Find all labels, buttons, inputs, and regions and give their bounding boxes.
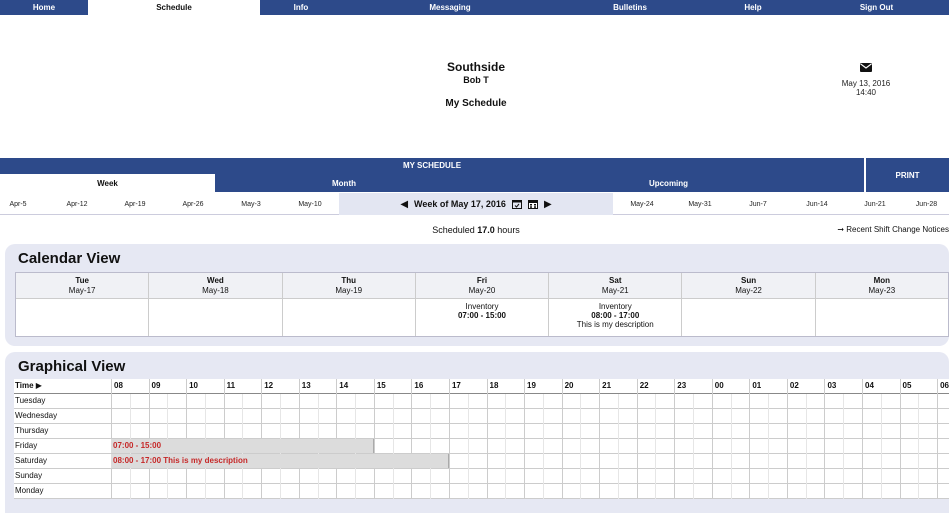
week-link[interactable]: May-3 [241, 200, 261, 208]
week-link[interactable]: Jun-28 [915, 200, 938, 208]
calendar-day [816, 273, 948, 336]
hour-label: 11 [226, 381, 236, 390]
header-info [376, 60, 576, 109]
hour-label: 16 [414, 381, 424, 390]
next-week-icon[interactable]: ▶ [543, 198, 552, 210]
row-label: Friday [15, 441, 38, 450]
week-link[interactable]: Apr-26 [182, 200, 204, 208]
page-title: My Schedule [445, 98, 507, 109]
calendar-day [16, 273, 149, 336]
hour-label: 19 [527, 381, 536, 390]
day-date: May-20 [468, 286, 496, 295]
half-hour-gridline [655, 394, 656, 499]
prev-week-icon[interactable]: ◀ [400, 198, 409, 210]
hour-gridline [749, 379, 750, 499]
calendar-day-header [149, 273, 281, 299]
week-link[interactable]: May-10 [298, 200, 322, 208]
half-hour-gridline [881, 394, 882, 499]
day-of-week: Fri [476, 276, 488, 285]
calendar-day-body [416, 299, 548, 336]
header-right [822, 63, 910, 97]
week-link[interactable]: Jun-7 [749, 200, 767, 208]
half-hour-gridline [693, 394, 694, 499]
calendar-day-body [549, 299, 681, 336]
calendar-icon[interactable] [528, 199, 538, 209]
half-hour-gridline [543, 394, 544, 499]
hour-label: 13 [301, 381, 311, 390]
hour-gridline [524, 379, 525, 499]
hour-label: 14 [339, 381, 349, 390]
hour-gridline [374, 379, 375, 499]
shift-bar[interactable]: 08:00 - 17:00 This is my description [111, 454, 449, 468]
store-name: Southside [446, 60, 505, 74]
time-header-row [14, 379, 949, 394]
row-label: Sunday [15, 471, 43, 480]
banner-title: MY SCHEDULE [402, 161, 462, 170]
print-button[interactable]: PRINT [866, 158, 949, 192]
calendar-day-header [816, 273, 948, 299]
calendar-day-body [682, 299, 814, 336]
recent-link-label: Recent Shift Change Notices [846, 225, 949, 234]
calendar-day-body [816, 299, 948, 336]
nav-sign-out[interactable]: Sign Out [804, 0, 949, 15]
hour-gridline [824, 379, 825, 499]
calendar-day-header [416, 273, 548, 299]
day-of-week: Thu [341, 276, 357, 285]
calendar-day [149, 273, 282, 336]
row-label: Saturday [15, 456, 48, 465]
hour-label: 15 [376, 381, 386, 390]
calendar-day-body [149, 299, 281, 336]
user-name: Bob T [463, 75, 489, 85]
calendar-grid [15, 272, 949, 337]
top-nav [0, 0, 949, 15]
current-date: May 13, 2016 [841, 79, 891, 88]
day-of-week: Sun [740, 276, 757, 285]
shift-name[interactable]: Inventory [598, 302, 632, 311]
shift-name[interactable]: Inventory [465, 302, 499, 311]
hour-label: 01 [752, 381, 762, 390]
hour-gridline [674, 379, 675, 499]
calendar-check-icon[interactable] [512, 199, 522, 209]
time-label: Time ▶ [15, 381, 42, 390]
graph-day-row [14, 424, 949, 439]
row-label: Monday [15, 486, 44, 495]
scheduled-prefix: Scheduled [432, 225, 475, 235]
week-link[interactable]: Apr-19 [124, 200, 146, 208]
half-hour-gridline [393, 394, 394, 499]
day-of-week: Mon [873, 276, 891, 285]
hour-label: 00 [714, 381, 724, 390]
day-date: May-23 [868, 286, 896, 295]
graphical-view-panel [5, 352, 949, 513]
hour-gridline [411, 379, 412, 499]
nav-messaging[interactable]: Messaging [342, 0, 558, 15]
calendar-day-header [549, 273, 681, 299]
day-date: May-17 [68, 286, 96, 295]
calendar-day-body [16, 299, 148, 336]
week-link[interactable]: May-31 [688, 200, 712, 208]
week-link[interactable]: May-24 [630, 200, 654, 208]
calendar-day [549, 273, 682, 336]
day-of-week: Tue [75, 276, 89, 285]
hour-gridline [787, 379, 788, 499]
hour-label: 04 [865, 381, 874, 390]
day-of-week: Sat [609, 276, 622, 285]
hour-label: 09 [151, 381, 161, 390]
calendar-day [283, 273, 416, 336]
half-hour-gridline [468, 394, 469, 499]
hour-label: 05 [902, 381, 912, 390]
recent-shift-change-link[interactable] [780, 225, 949, 234]
day-date: May-19 [335, 286, 363, 295]
arrow-right-icon: ➞ [837, 225, 845, 234]
nav-schedule[interactable]: Schedule [88, 0, 260, 15]
graph-day-row [14, 469, 949, 484]
half-hour-gridline [731, 394, 732, 499]
half-hour-gridline [806, 394, 807, 499]
half-hour-gridline [768, 394, 769, 499]
calendar-day-header [682, 273, 814, 299]
hour-label: 03 [827, 381, 837, 390]
row-label: Wednesday [15, 411, 58, 420]
calendar-day [682, 273, 815, 336]
shift-description: This is my description [576, 320, 654, 329]
calendar-day-header [283, 273, 415, 299]
week-strip [0, 193, 949, 215]
hour-gridline [562, 379, 563, 499]
hour-label: 21 [602, 381, 612, 390]
hour-gridline [712, 379, 713, 499]
half-hour-gridline [430, 394, 431, 499]
hour-label: 18 [489, 381, 499, 390]
day-date: May-22 [735, 286, 762, 295]
tab-week[interactable]: Week [0, 174, 215, 192]
envelope-icon[interactable] [860, 63, 872, 72]
day-of-week: Wed [207, 276, 224, 285]
hour-label: 17 [451, 381, 461, 390]
day-date: May-21 [601, 286, 629, 295]
hour-label: 02 [789, 381, 799, 390]
hour-gridline [637, 379, 638, 499]
hour-gridline [449, 379, 450, 499]
hour-gridline [599, 379, 600, 499]
scheduled-hours [376, 225, 576, 235]
nav-bulletins[interactable]: Bulletins [558, 0, 702, 15]
row-label: Thursday [15, 426, 49, 435]
graph-day-row [14, 409, 949, 424]
hour-label: 20 [564, 381, 574, 390]
graph-day-row [14, 394, 949, 409]
half-hour-gridline [918, 394, 919, 499]
nav-home[interactable]: Home [0, 0, 88, 15]
hour-label: 08 [114, 381, 123, 390]
hour-label: 22 [639, 381, 649, 390]
hour-gridline [900, 379, 901, 499]
tab-upcoming[interactable]: Upcoming [648, 178, 689, 188]
half-hour-gridline [580, 394, 581, 499]
nav-info[interactable]: Info [260, 0, 342, 15]
scheduled-hours-value: 17.0 [477, 225, 495, 235]
calendar-day [416, 273, 549, 336]
week-link[interactable]: Jun-14 [806, 200, 828, 208]
week-link[interactable]: Apr-5 [9, 200, 27, 208]
scheduled-suffix: hours [497, 225, 520, 235]
calendar-view-title: Calendar View [18, 250, 121, 267]
current-week [339, 193, 613, 215]
banner-main [0, 158, 864, 192]
current-time: 14:40 [855, 88, 877, 97]
calendar-day-body [283, 299, 415, 336]
hour-label: 10 [189, 381, 198, 390]
half-hour-gridline [843, 394, 844, 499]
graph-day-row [14, 484, 949, 499]
half-hour-gridline [505, 394, 506, 499]
day-date: May-18 [202, 286, 229, 295]
schedule-banner [0, 158, 949, 192]
calendar-view-panel [5, 244, 949, 346]
graphical-view-title: Graphical View [18, 358, 126, 375]
week-link[interactable]: Apr-12 [66, 200, 88, 208]
half-hour-gridline [618, 394, 619, 499]
hour-label: 12 [264, 381, 274, 390]
hour-gridline [937, 379, 938, 499]
hour-gridline [487, 379, 488, 499]
row-label: Tuesday [15, 396, 46, 405]
graphical-grid [14, 379, 949, 499]
shift-time[interactable]: 08:00 - 17:00 [591, 311, 640, 320]
shift-time[interactable]: 07:00 - 15:00 [457, 311, 506, 320]
nav-help[interactable]: Help [702, 0, 804, 15]
hour-label: 23 [677, 381, 687, 390]
calendar-day-header [16, 273, 148, 299]
shift-bar[interactable]: 07:00 - 15:00 [111, 439, 374, 453]
hour-label: 06 [940, 381, 949, 390]
hour-gridline [862, 379, 863, 499]
current-week-label: Week of May 17, 2016 [414, 199, 506, 209]
tab-month[interactable]: Month [332, 178, 356, 188]
week-link[interactable]: Jun-21 [864, 200, 886, 208]
